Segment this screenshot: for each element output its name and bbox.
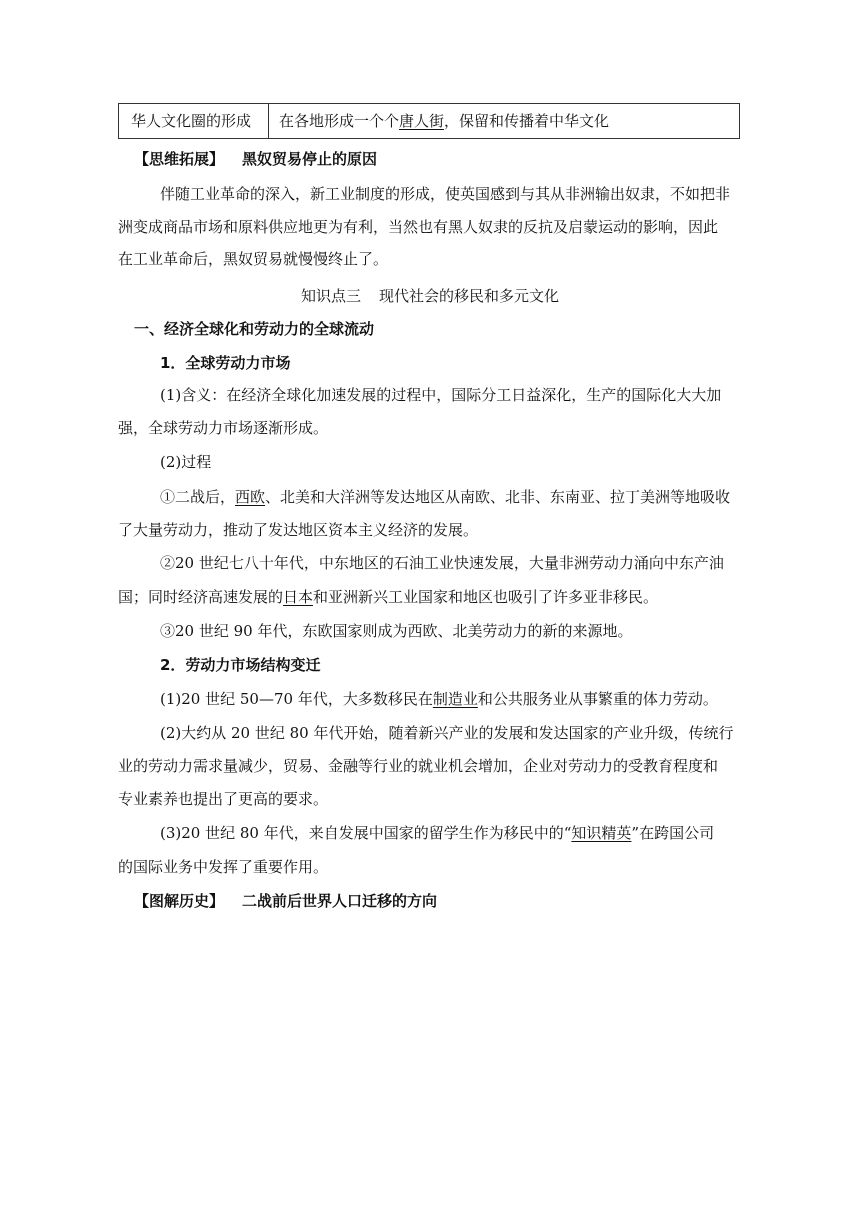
market-change-3-line-2: 的国际业务中发挥了重要作用。 (118, 858, 329, 876)
market-change-3-underlined: 知识精英 (571, 824, 632, 842)
process-item-2-underlined: 日本 (283, 588, 314, 606)
process-heading: (2)过程 (160, 453, 212, 471)
definition-line-1: (1)含义：在经济全球化加速发展的过程中，国际分工日益深化，生产的国际化大大加 (160, 386, 722, 404)
expand-heading (134, 148, 754, 169)
process-item-3: ③20 世纪 90 年代，东欧国家则成为西欧、北美劳动力的新的来源地。 (160, 622, 633, 640)
table-right-cell (269, 104, 739, 138)
process-item-1-line-2: 了大量劳动力，推动了发达地区资本主义经济的发展。 (118, 521, 479, 539)
process-item-1-text-end: 、北美和大洋洲等发达地区从南欧、北非、东南亚、拉丁美洲等地吸收 (265, 488, 731, 506)
section-title (0, 285, 860, 306)
market-change-1-underlined: 制造业 (432, 690, 478, 708)
summary-table-row (118, 103, 740, 139)
market-change-2-line-1: (2)大约从 20 世纪 80 年代开始，随着新兴产业的发展和发达国家的产业升级，传统行 (160, 724, 734, 742)
section-title-number: 知识点三 (300, 287, 361, 305)
table-right-text-end: ，保留和传播着中华文化 (444, 112, 610, 130)
figure-tag: 【图解历史】 (134, 892, 225, 910)
process-item-1-text: ①二战后， (160, 488, 236, 506)
expand-line-2: 洲变成商品市场和原料供应地更为有利，当然也有黑人奴隶的反抗及启蒙运动的影响，因此 (118, 218, 719, 236)
market-change-1-text: (1)20 世纪 50—70 年代，大多数移民在 (160, 690, 433, 708)
expand-line-3: 在工业革命后，黑奴贸易就慢慢终止了。 (118, 250, 389, 268)
market-change-2-line-3: 专业素养也提出了更高的要求。 (118, 790, 329, 808)
table-left-cell: 华人文化圈的形成 (119, 104, 269, 138)
process-item-2-line-1: ②20 世纪七八十年代，中东地区的石油工业快速发展，大量非洲劳动力涌向中东产油 (160, 554, 724, 572)
table-right-underlined: 唐人街 (399, 112, 445, 130)
market-change-1 (160, 688, 780, 709)
expand-tag: 【思维拓展】 (134, 150, 225, 168)
section-title-text: 现代社会的移民和多元文化 (379, 287, 560, 305)
process-item-1-underlined: 西欧 (235, 488, 266, 506)
process-item-2-text: 国；同时经济高速发展的 (118, 588, 284, 606)
process-item-2-text-end: 和亚洲新兴工业国家和地区也吸引了许多亚非移民。 (313, 588, 659, 606)
point-heading-1: 1．全球劳动力市场 (160, 354, 291, 372)
market-change-2-line-2: 业的劳动力需求量减少，贸易、金融等行业的就业机会增加，企业对劳动力的受教育程度和 (118, 757, 719, 775)
expand-line-1: 伴随工业革命的深入，新工业制度的形成，使英国感到与其从非洲输出奴隶，不如把非 (160, 185, 731, 203)
market-change-3-text: (3)20 世纪 80 年代，来自发展中国家的留学生作为移民中的“ (160, 824, 572, 842)
figure-heading (134, 890, 754, 911)
subsection-heading: 一、经济全球化和劳动力的全球流动 (134, 320, 375, 338)
point-heading-2: 2．劳动力市场结构变迁 (160, 656, 321, 674)
figure-title: 二战前后世界人口迁移的方向 (242, 892, 438, 910)
process-item-1-line-1 (160, 486, 780, 507)
process-item-2-line-2 (118, 586, 738, 607)
market-change-3-text-end: ”在跨国公司 (631, 824, 715, 842)
market-change-3-line-1 (160, 822, 780, 843)
definition-line-2: 强，全球劳动力市场逐渐形成。 (118, 419, 329, 437)
table-right-text: 在各地形成一个个 (279, 112, 400, 130)
market-change-1-text-end: 和公共服务业从事繁重的体力劳动。 (477, 690, 718, 708)
expand-title: 黑奴贸易停止的原因 (242, 150, 378, 168)
